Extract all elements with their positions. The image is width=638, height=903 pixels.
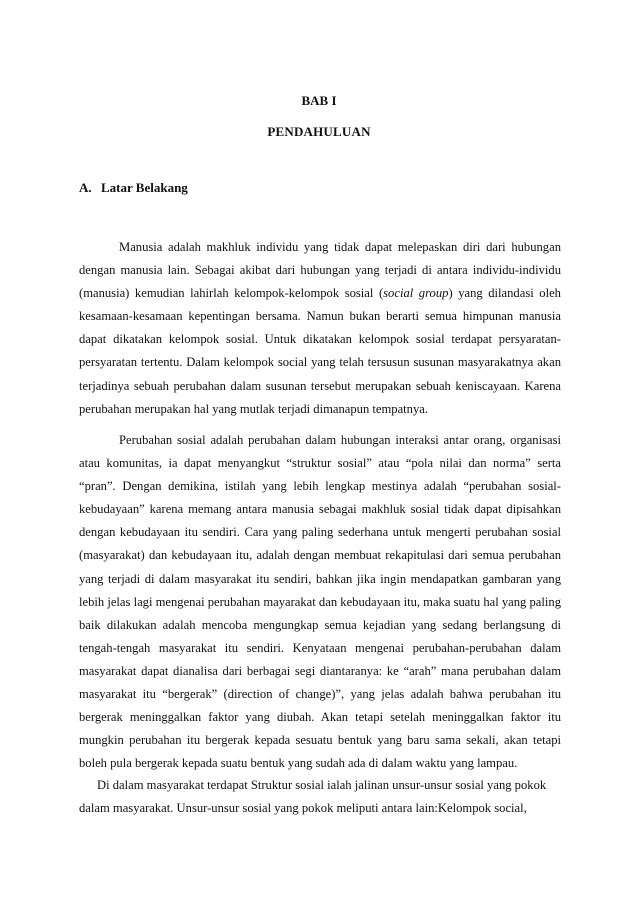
chapter-number: BAB I bbox=[301, 93, 337, 108]
section-heading bbox=[79, 180, 188, 196]
paragraph-1-text-start: Manusia adalah makhluk individu yang tidak dapat melepaskan diri dari hubungan dengan manusia lain. Sebagai akibat dari hubungan yang terjadi di antara individu-individu (manusia) kemudian lahirlah kelompok-kelompok sosial ( bbox=[79, 240, 561, 301]
paragraph-2: Perubahan sosial adalah perubahan dalam hubungan interaksi antar orang, organisasi atau komunitas, ia dapat menyangkut “struktur sosial” atau “pola nilai dan norma” serta “pran”. Dengan demikina, istilah yang lebih lengkap mestinya adalah “perubahan sosial-kebudayaan” karena memang antara manusia sebagai makhluk sosial tidak dapat dipisahkan dengan kebudayaan itu sendiri. Cara yang paling sederhana untuk mengerti perubahan sosial (masyarakat) dan kebudayaan itu, adalah dengan membuat rekapitulasi dari semua perubahan yang terjadi di dalam masyarakat itu sendiri, bahkan jika ingin mendapatkan gambaran yang lebih jelas lagi mengenai perubahan mayarakat dan kebudayaan itu, maka suatu hal yang paling baik dilakukan adalah mencoba mengungkap semua kejadian yang sedang berlangsung di tengah-tengah masyarakat itu sendiri. Kenyataan mengenai perubahan-perubahan dalam masyarakat dapat dianalisa dari berbagai segi diantaranya: ke “arah” mana perubahan dalam masyarakat itu “bergerak” (direction of change)”, yang jelas adalah bahwa perubahan itu bergerak meninggalkan faktor yang diubah. Akan tetapi setelah meninggalkan faktor itu mungkin perubahan itu bergerak kepada sesuatu bentuk yang baru sama sekali, akan tetapi boleh pula bergerak kepada suatu bentuk yang sudah ada di dalam waktu yang lampau. bbox=[79, 433, 561, 771]
paragraph-1-italic-term: social group bbox=[383, 286, 449, 301]
paragraph-1 bbox=[79, 236, 561, 421]
paragraph-1-text-end: ) yang dilandasi oleh kesamaan-kesamaan kepentingan bersama. Namun bukan berarti semua himpunan manusia dapat dikatakan kelompok sosial. Untuk dikatakan kelompok sosial terdapat persyaratan-persyaratan tertentu. Dalam kelompok social yang telah tersusun susunan masyarakatnya akan terjadinya sebuah perubahan dalam susunan tersebut merupakan sebuah keniscayaan. Karena perubahan merupakan hal yang mutlak terjadi dimanapun tempatnya. bbox=[79, 286, 561, 416]
section-marker: A. bbox=[79, 180, 92, 195]
section-title: Latar Belakang bbox=[101, 180, 188, 195]
chapter-title: PENDAHULUAN bbox=[267, 124, 371, 139]
paragraph-3: Di dalam masyarakat terdapat Struktur sosial ialah jalinan unsur-unsur sosial yang pokok dalam masyarakat. Unsur-unsur sosial yang pokok meliputi antara lain:Kelompok social, bbox=[79, 778, 547, 816]
